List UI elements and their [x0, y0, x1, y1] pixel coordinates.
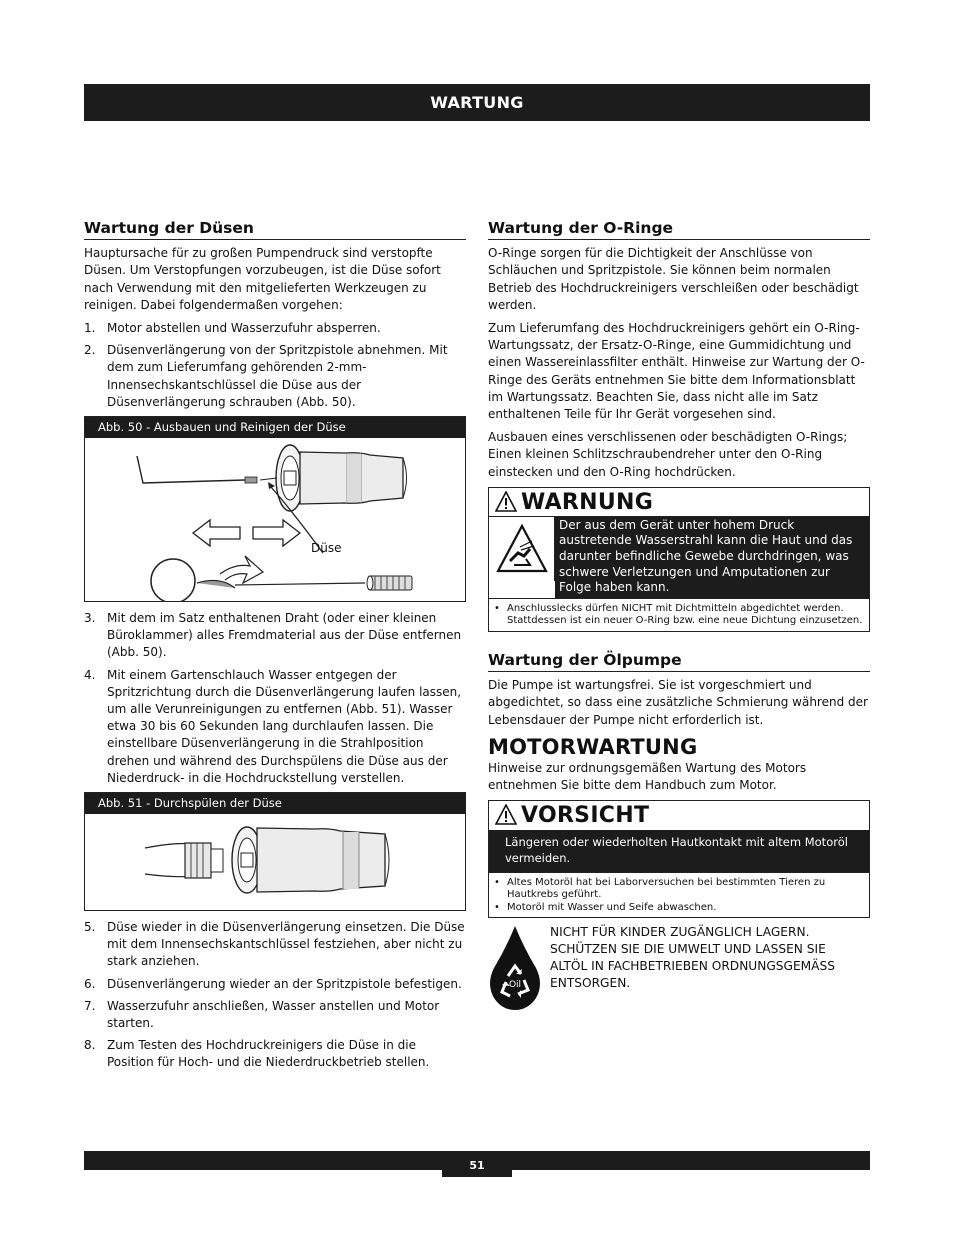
nozzle-label: Düse: [311, 541, 342, 556]
caution-header: [489, 801, 869, 830]
left-column: [84, 220, 466, 1077]
figure-50-caption: Abb. 50 - Ausbauen und Reinigen der Düse: [85, 417, 465, 438]
figure-50-illustration: [85, 438, 465, 601]
oil-drop-recycle-icon: [488, 924, 542, 1012]
step-item: 5. Düse wieder in die Düsenverlängerung einsetzen. Die Düse mit dem Innensechskantschlüssel festziehen, aber nicht zu stark anziehen.: [84, 920, 465, 969]
step-item: 4. Mit einem Gartenschlauch Wasser entgegen der Spritzrichtung durch die Düsenverlängerung laufen lassen, um alle Verunreinigungen zu entfernen (Abb. 51). Wasser etwa 30 bis 60 Sekunden lang durchlaufen lassen. Die einstellbare Düsenverlängerung in die Strahlposition drehen und während des Durchspülens die Düse aus der Niederdruck- in die Hochdruckstellung verstellen.: [84, 667, 462, 785]
figure-51-illustration: [85, 814, 465, 910]
step-item: 3. Mit dem im Satz enthaltenen Draht (oder einer kleinen Büroklammer) alles Fremdmaterial aus der Düse entfernen (Abb. 50).: [84, 611, 462, 660]
caution-box: [488, 800, 870, 918]
caution-triangle-icon: [495, 804, 517, 826]
warning-bullet: • Anschlusslecks dürfen NICHT mit Dichtmitteln abgedichtet werden. Stattdessen ist ein neuer O-Ring bzw. eine neue Dichtung einzusetzen.: [494, 602, 863, 627]
warning-triangle-icon: [495, 491, 517, 513]
oil-label: Oil: [508, 980, 522, 991]
oring-paragraph-3: Ausbauen eines verschlissenen oder beschädigten O-Rings; Einen kleinen Schlitzschraubendreher unter den O-Ring einstecken und den O-Ring hochdrücken.: [488, 430, 848, 479]
step-item: 8. Zum Testen des Hochdruckreinigers die Düse in die Position für Hoch- und die Niederdruckbetrieb stellen.: [84, 1038, 430, 1070]
caution-bullet: • Altes Motoröl hat bei Laborversuchen bei bestimmten Tieren zu Hautkrebs geführt.: [494, 876, 826, 901]
figure-51-caption: Abb. 51 - Durchspülen der Düse: [85, 793, 465, 814]
steps-list-a: [84, 320, 466, 411]
right-column: [488, 220, 870, 1016]
section-header: WARTUNG: [84, 84, 870, 121]
oring-paragraph-2: Zum Lieferumfang des Hochdruckreinigers gehört ein O-Ring-Wartungssatz, der Ersatz-O-Ringe, eine Gummidichtung und einen Wassereinlassfilter enthält. Hinweise zur Wartung der O-Ringe des Geräts entnehmen Sie bitte dem Informationsblatt im Wartungssatz. Beachten Sie, dass nicht alle im Satz enthaltenen Teile für Ihr Gerät vorgesehen sind.: [488, 321, 865, 422]
steps-list-c: [84, 919, 466, 1072]
oil-text: NICHT FÜR KINDER ZUGÄNGLICH LAGERN. SCHÜTZEN SIE DIE UMWELT UND LASSEN SIE ALTÖL IN FACHBETRIEBEN ORDNUNGSGEMÄSS ENTSORGEN.: [550, 925, 835, 991]
warning-pictogram: [489, 517, 555, 581]
motor-heading: MOTORWARTUNG: [488, 734, 698, 759]
nozzle-intro: Hauptursache für zu großen Pumpendruck sind verstopfte Düsen. Um Verstopfungen vorzubeugen, ist die Düse sofort nach Verwendung mit den mitgelieferten Werkzeugen zu reinigen. Dabei folgendermaßen vorgehen:: [84, 246, 441, 312]
steps-list-b: [84, 610, 466, 787]
nozzle-flushing-illustration: [85, 814, 465, 910]
warning-title: WARNUNG: [521, 489, 654, 515]
oring-heading: Wartung der O-Ringe: [488, 220, 870, 240]
caution-bullets: [489, 872, 869, 918]
figure-51: [84, 792, 466, 911]
motor-text: Hinweise zur ordnungsgemäßen Wartung des Motors entnehmen Sie bitte dem Handbuch zum Motor.: [488, 761, 807, 793]
pump-text: Die Pumpe ist wartungsfrei. Sie ist vorgeschmiert und abgedichtet, so dass eine zusätzliche Schmierung während der Lebensdauer der Pumpe nicht erforderlich ist.: [488, 678, 868, 727]
warning-box: [488, 487, 870, 632]
page-number: 51: [442, 1155, 512, 1177]
step-item: 1. Motor abstellen und Wasserzufuhr absperren.: [84, 321, 381, 336]
caution-title: VORSICHT: [521, 803, 650, 829]
warning-header: [489, 488, 869, 517]
nozzle-heading: Wartung der Düsen: [84, 220, 466, 240]
step-item: 2. Düsenverlängerung von der Spritzpistole abnehmen. Mit dem zum Lieferumfang gehörenden 2-mm-Innensechskantschlüssel die Düse aus der Düsenverlängerung schrauben (Abb. 50).: [84, 343, 448, 409]
nozzle-cleaning-illustration: [85, 438, 465, 601]
caution-bullet: • Motoröl mit Wasser und Seife abwaschen.: [494, 901, 717, 913]
pump-heading: Wartung der Ölpumpe: [488, 652, 870, 672]
high-pressure-injection-icon: [496, 523, 548, 575]
step-item: 6. Düsenverlängerung wieder an der Spritzpistole befestigen.: [84, 976, 462, 991]
caution-text: Längeren oder wiederholten Hautkontakt mit altem Motoröl vermeiden.: [489, 830, 869, 871]
oil-recycling-notice: [488, 924, 870, 1016]
figure-50: [84, 416, 466, 602]
warning-text: Der aus dem Gerät unter hohem Druck austretende Wasserstrahl kann die Haut und das darunter befindliche Gewebe durchdringen, was schwere Verletzungen und Amputationen zur Folge haben kann.: [555, 517, 869, 598]
oring-paragraph-1: O-Ringe sorgen für die Dichtigkeit der Anschlüsse von Schläuchen und Spritzpistole. Sie können beim normalen Betrieb des Hochdruckreinigers verschleißen oder beschädigt werden.: [488, 246, 859, 312]
warning-body: [489, 517, 869, 598]
warning-bullets: [489, 598, 869, 631]
step-item: 7. Wasserzufuhr anschließen, Wasser anstellen und Motor starten.: [84, 998, 440, 1031]
